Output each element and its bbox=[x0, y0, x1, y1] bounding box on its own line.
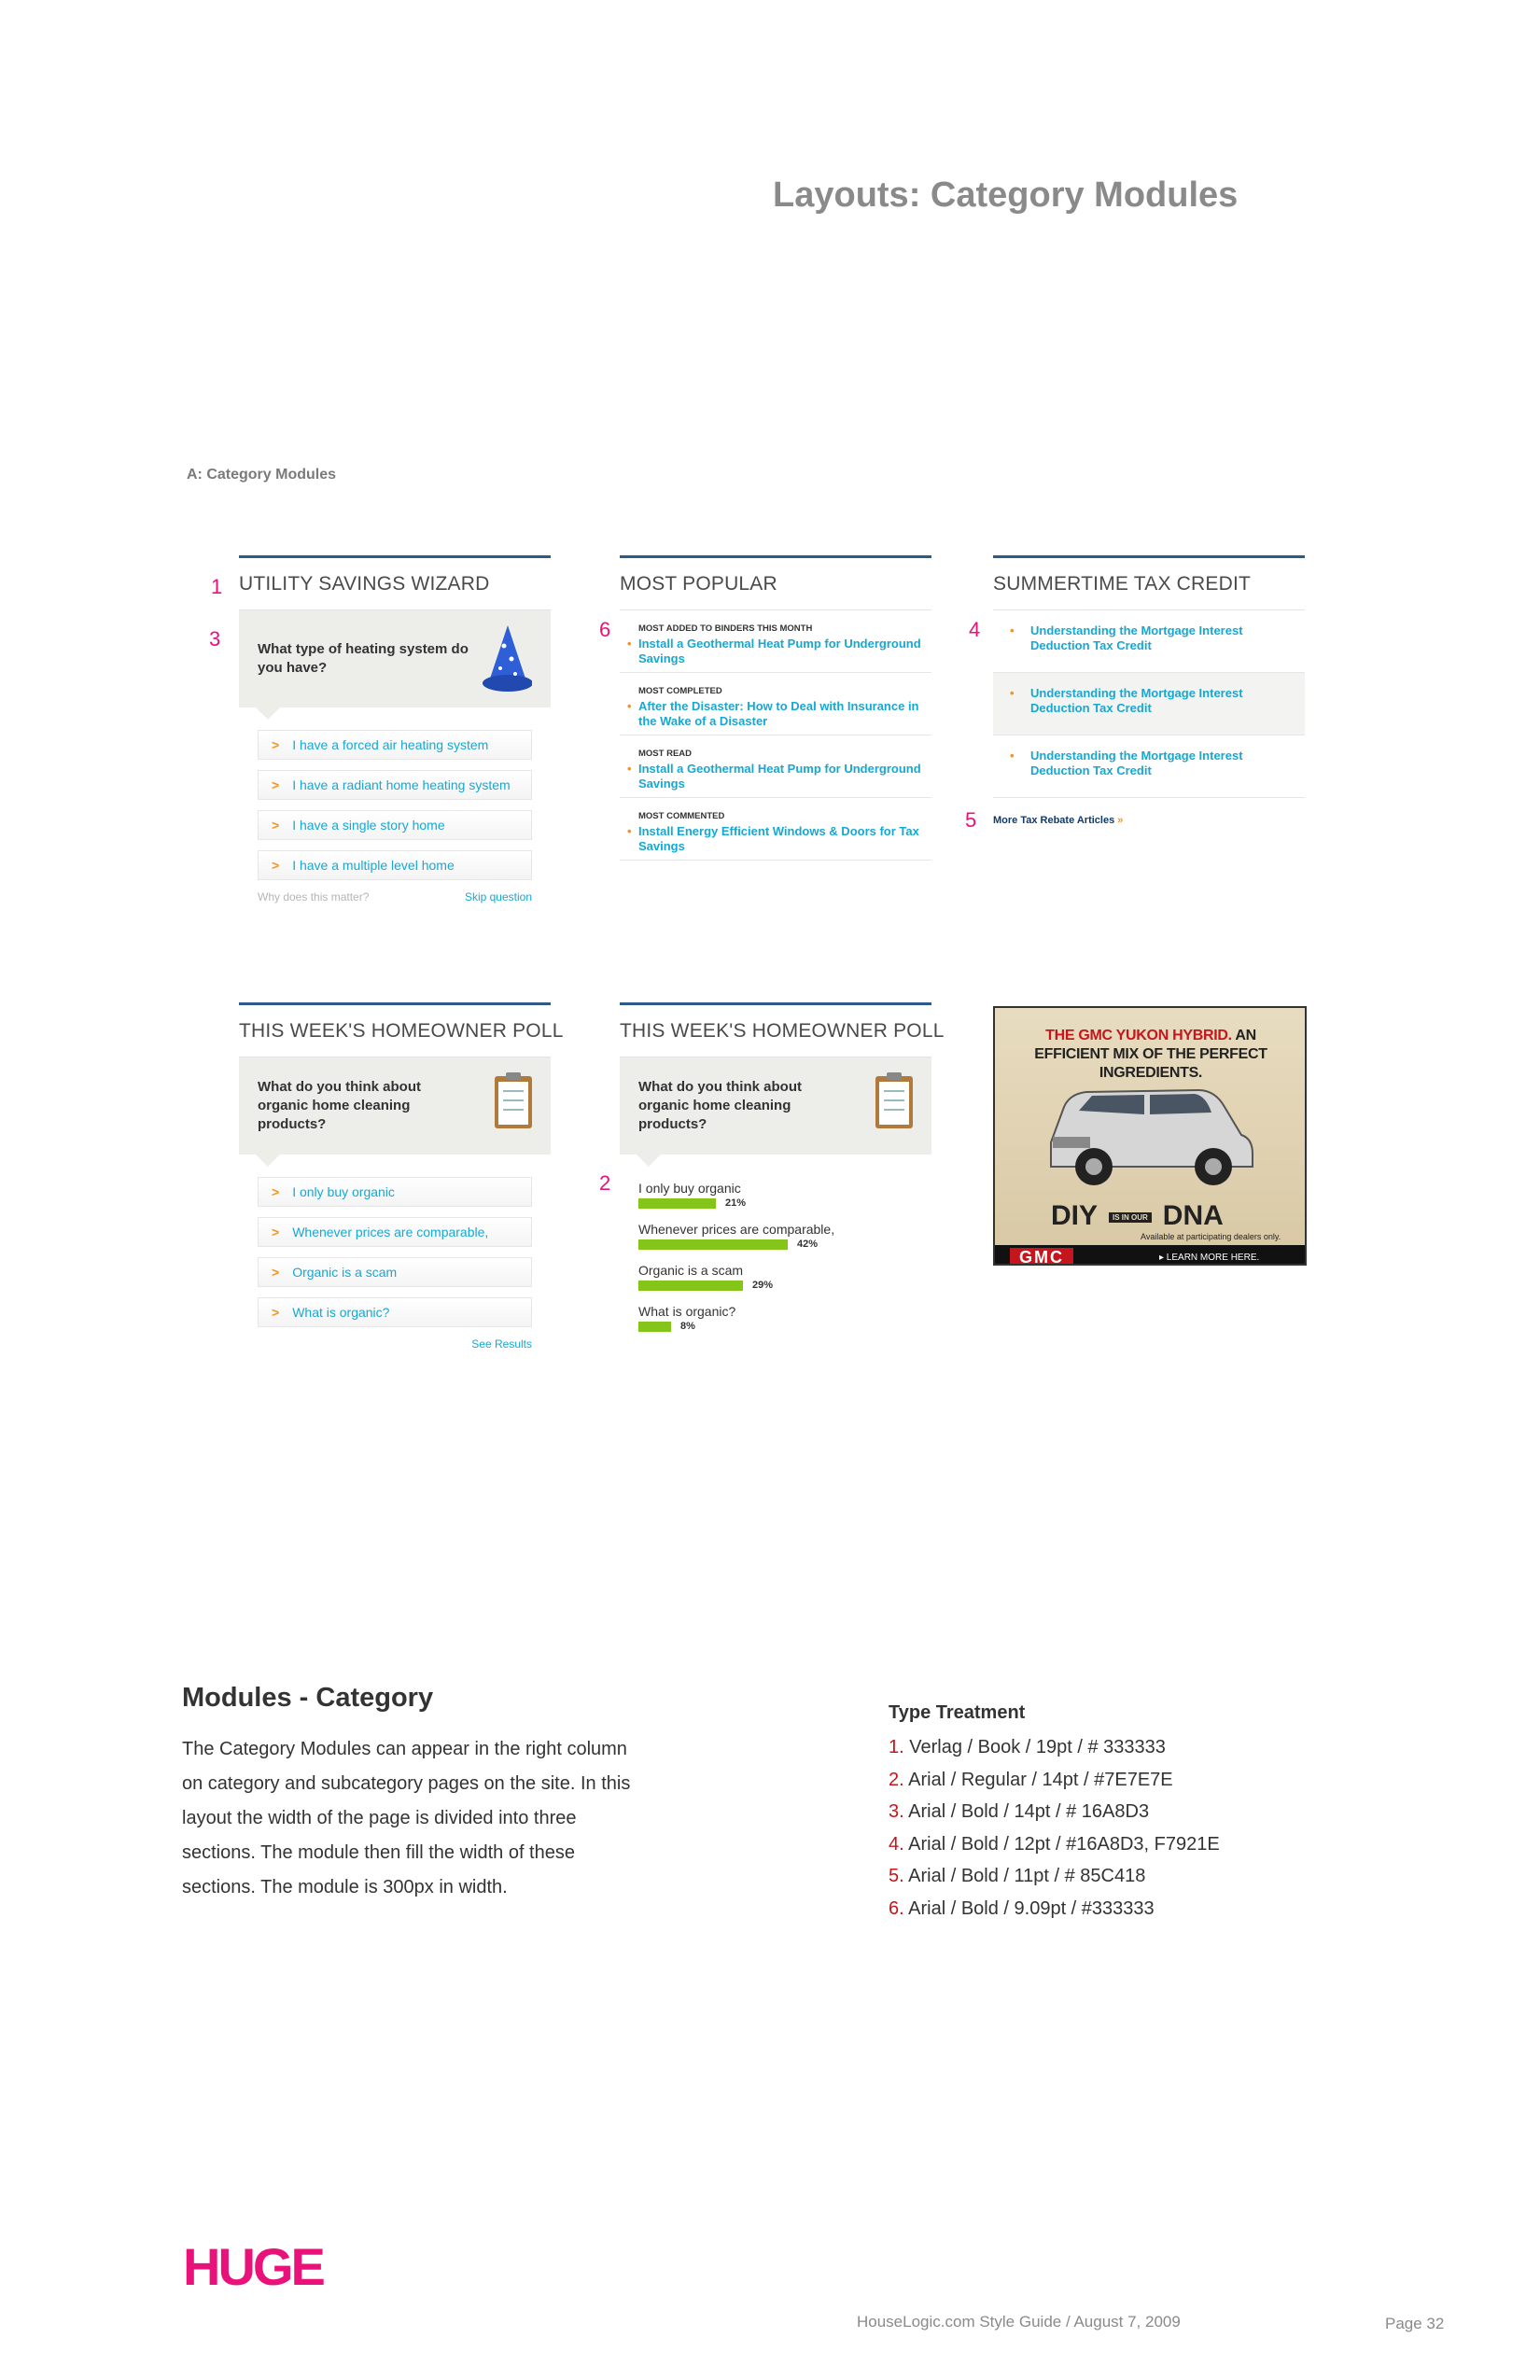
question-box bbox=[239, 610, 551, 707]
tax-credit-module bbox=[993, 555, 1305, 826]
result-label: I only buy organic bbox=[638, 1181, 741, 1196]
type-treatment-item bbox=[889, 1860, 1220, 1893]
chevron-right-icon: > bbox=[272, 1225, 280, 1239]
item-number: 4. bbox=[889, 1833, 904, 1855]
ad-diy-dna bbox=[1051, 1200, 1224, 1232]
poll-results-module bbox=[620, 1002, 945, 1345]
result-item bbox=[638, 1263, 913, 1291]
bullet-icon: • bbox=[1010, 686, 1015, 700]
answer-option[interactable] bbox=[258, 1257, 532, 1287]
ad-headline-red: THE GMC YUKON HYBRID. bbox=[1045, 1028, 1232, 1043]
ad-availability: Available at participating dealers only. bbox=[1141, 1232, 1281, 1241]
question-pointer bbox=[256, 707, 280, 720]
wizard-hat-icon bbox=[480, 623, 532, 694]
item-text: Arial / Bold / 14pt / # 16A8D3 bbox=[903, 1801, 1150, 1822]
popular-category: MOST READ bbox=[638, 749, 692, 759]
answer-label: I only buy organic bbox=[292, 1184, 395, 1199]
type-treatment-item bbox=[889, 1731, 1220, 1764]
ad-dna-word: DNA bbox=[1162, 1200, 1224, 1231]
tax-item[interactable] bbox=[993, 610, 1305, 673]
huge-logo: HUGE bbox=[183, 2237, 323, 2296]
popular-link[interactable]: Install Energy Efficient Windows & Doors for Tax Savings bbox=[638, 824, 919, 853]
answer-label: Whenever prices are comparable, bbox=[292, 1225, 489, 1239]
popular-link[interactable]: Install a Geothermal Heat Pump for Underground Savings bbox=[638, 762, 921, 791]
answer-option[interactable] bbox=[258, 770, 532, 800]
popular-category: MOST ADDED TO BINDERS THIS MONTH bbox=[638, 623, 813, 634]
type-treatment-list bbox=[889, 1731, 1220, 1925]
popular-category: MOST COMPLETED bbox=[638, 686, 722, 696]
answer-option[interactable] bbox=[258, 1297, 532, 1327]
callout-number-6: 6 bbox=[599, 618, 611, 641]
item-text: Arial / Bold / 12pt / #16A8D3, F7921E bbox=[903, 1833, 1220, 1855]
item-text: Arial / Bold / 11pt / # 85C418 bbox=[903, 1866, 1146, 1886]
answer-list bbox=[239, 1155, 551, 1327]
ad-is-in-our: IS IN OUR bbox=[1109, 1212, 1152, 1223]
question-text: What do you think about organic home cleaning products? bbox=[638, 1079, 802, 1132]
result-percent: 42% bbox=[797, 1239, 819, 1250]
module-title: SUMMERTIME TAX CREDIT bbox=[993, 558, 1305, 610]
popular-item[interactable] bbox=[620, 673, 931, 735]
result-bar bbox=[638, 1239, 788, 1250]
most-popular-module bbox=[620, 555, 931, 861]
callout-number-4: 4 bbox=[969, 618, 981, 641]
answer-label: I have a forced air heating system bbox=[292, 737, 489, 752]
popular-item[interactable] bbox=[620, 610, 931, 673]
section-label: A: Category Modules bbox=[187, 467, 337, 483]
question-box bbox=[620, 1057, 931, 1155]
item-number: 2. bbox=[889, 1769, 904, 1790]
poll-footer bbox=[239, 1337, 551, 1351]
answer-label: I have a multiple level home bbox=[292, 858, 455, 873]
bullet-icon: • bbox=[1010, 749, 1015, 763]
result-label: Whenever prices are comparable, bbox=[638, 1222, 835, 1237]
answer-option[interactable] bbox=[258, 730, 532, 760]
result-item bbox=[638, 1304, 913, 1332]
bullet-icon: • bbox=[627, 762, 632, 776]
item-text: Verlag / Book / 19pt / # 333333 bbox=[903, 1737, 1166, 1757]
bullet-icon: • bbox=[1010, 623, 1015, 637]
result-bar bbox=[638, 1198, 716, 1209]
skip-question-link[interactable]: Skip question bbox=[464, 890, 532, 903]
answer-label: What is organic? bbox=[292, 1305, 390, 1320]
why-matter-link[interactable]: Why does this matter? bbox=[258, 890, 370, 903]
chevron-right-icon: > bbox=[272, 1184, 280, 1199]
answer-label: I have a radiant home heating system bbox=[292, 777, 511, 792]
answer-label: Organic is a scam bbox=[292, 1265, 398, 1280]
callout-number-3: 3 bbox=[209, 627, 221, 651]
popular-link[interactable]: After the Disaster: How to Deal with Insurance in the Wake of a Disaster bbox=[638, 699, 919, 728]
bullet-icon: • bbox=[627, 637, 632, 651]
result-label: What is organic? bbox=[638, 1304, 736, 1319]
ad-diy: DIY bbox=[1051, 1200, 1099, 1231]
result-bar bbox=[638, 1322, 671, 1332]
result-percent: 29% bbox=[752, 1280, 774, 1291]
callout-number-2: 2 bbox=[599, 1171, 611, 1195]
more-tax-articles-link[interactable] bbox=[993, 798, 1305, 826]
callout-number-5: 5 bbox=[965, 808, 977, 832]
see-results-link[interactable]: See Results bbox=[471, 1337, 532, 1351]
modules-heading: Modules - Category bbox=[182, 1683, 434, 1713]
tax-link[interactable]: Understanding the Mortgage Interest Deduction Tax Credit bbox=[1030, 749, 1243, 777]
ad-learn-more[interactable]: ▸ LEARN MORE HERE. bbox=[1159, 1253, 1260, 1263]
utility-savings-wizard-module bbox=[239, 555, 551, 903]
clipboard-icon bbox=[872, 1071, 917, 1130]
result-percent: 21% bbox=[725, 1197, 747, 1209]
double-chevron-icon: » bbox=[1117, 815, 1124, 826]
chevron-right-icon: > bbox=[272, 818, 280, 833]
question-pointer bbox=[637, 1155, 661, 1167]
item-number: 1. bbox=[889, 1737, 904, 1757]
chevron-right-icon: > bbox=[272, 737, 280, 752]
bullet-icon: • bbox=[627, 699, 632, 713]
answer-option[interactable] bbox=[258, 1217, 532, 1247]
clipboard-icon bbox=[491, 1071, 536, 1130]
item-text: Arial / Regular / 14pt / #7E7E7E bbox=[903, 1769, 1173, 1790]
type-treatment-item bbox=[889, 1893, 1220, 1925]
modules-description: The Category Modules can appear in the right column on category and subcategory pages on the site. In this layout the width of the page is divided into three sections. The module then fill the width of these sections. The module is 300px in width. bbox=[182, 1739, 631, 1897]
popular-category: MOST COMMENTED bbox=[638, 811, 725, 821]
result-item bbox=[638, 1181, 913, 1209]
chevron-right-icon: > bbox=[272, 1305, 280, 1320]
module-title: UTILITY SAVINGS WIZARD bbox=[239, 558, 551, 610]
answer-list bbox=[239, 707, 551, 880]
item-number: 3. bbox=[889, 1801, 904, 1822]
answer-option[interactable] bbox=[258, 850, 532, 880]
footer-guide-text: HouseLogic.com Style Guide / August 7, 2009 bbox=[857, 2313, 1181, 2331]
tax-item[interactable] bbox=[993, 735, 1305, 798]
answer-option[interactable] bbox=[258, 1177, 532, 1207]
answer-option[interactable] bbox=[258, 810, 532, 840]
type-treatment-item bbox=[889, 1828, 1220, 1861]
suv-image-icon bbox=[1042, 1070, 1262, 1191]
more-tax-label: More Tax Rebate Articles bbox=[993, 815, 1115, 826]
bullet-icon: • bbox=[627, 824, 632, 838]
popular-item[interactable] bbox=[620, 798, 931, 861]
tax-item[interactable] bbox=[993, 673, 1305, 735]
page-number: Page 32 bbox=[1385, 2315, 1445, 2332]
popular-item[interactable] bbox=[620, 735, 931, 798]
result-percent: 8% bbox=[680, 1321, 695, 1332]
item-number: 5. bbox=[889, 1866, 904, 1886]
results-list bbox=[620, 1155, 931, 1332]
question-box bbox=[239, 1057, 551, 1155]
popular-link[interactable]: Install a Geothermal Heat Pump for Underground Savings bbox=[638, 637, 921, 665]
tax-link[interactable]: Understanding the Mortgage Interest Deduction Tax Credit bbox=[1030, 686, 1243, 715]
item-text: Arial / Bold / 9.09pt / #333333 bbox=[903, 1897, 1155, 1919]
result-label: Organic is a scam bbox=[638, 1263, 744, 1278]
wizard-footer bbox=[239, 890, 551, 903]
question-text: What type of heating system do you have? bbox=[258, 641, 469, 676]
result-item bbox=[638, 1222, 913, 1250]
tax-link[interactable]: Understanding the Mortgage Interest Deduction Tax Credit bbox=[1030, 623, 1243, 652]
item-number: 6. bbox=[889, 1897, 904, 1919]
page-title: Layouts: Category Modules bbox=[773, 175, 1239, 215]
type-treatment-item bbox=[889, 1796, 1220, 1828]
result-bar bbox=[638, 1281, 743, 1291]
chevron-right-icon: > bbox=[272, 1265, 280, 1280]
homeowner-poll-module bbox=[239, 1002, 564, 1351]
question-text: What do you think about organic home cleaning products? bbox=[258, 1079, 421, 1132]
question-pointer bbox=[256, 1155, 280, 1167]
module-title: MOST POPULAR bbox=[620, 558, 931, 610]
chevron-right-icon: > bbox=[272, 858, 280, 873]
type-treatment-item bbox=[889, 1764, 1220, 1797]
answer-label: I have a single story home bbox=[292, 818, 445, 833]
callout-number-1: 1 bbox=[211, 575, 223, 598]
module-title: THIS WEEK'S HOMEOWNER POLL bbox=[239, 1005, 551, 1057]
ad-headline-rest: AN EFFICIENT MIX OF THE PERFECT INGREDIENTS. bbox=[1034, 1028, 1267, 1081]
module-title: THIS WEEK'S HOMEOWNER POLL bbox=[620, 1005, 931, 1057]
gmc-logo: GMC bbox=[1010, 1248, 1073, 1266]
gmc-yukon-ad[interactable] bbox=[993, 1006, 1307, 1266]
chevron-right-icon: > bbox=[272, 777, 280, 792]
type-treatment-heading: Type Treatment bbox=[889, 1702, 1026, 1723]
